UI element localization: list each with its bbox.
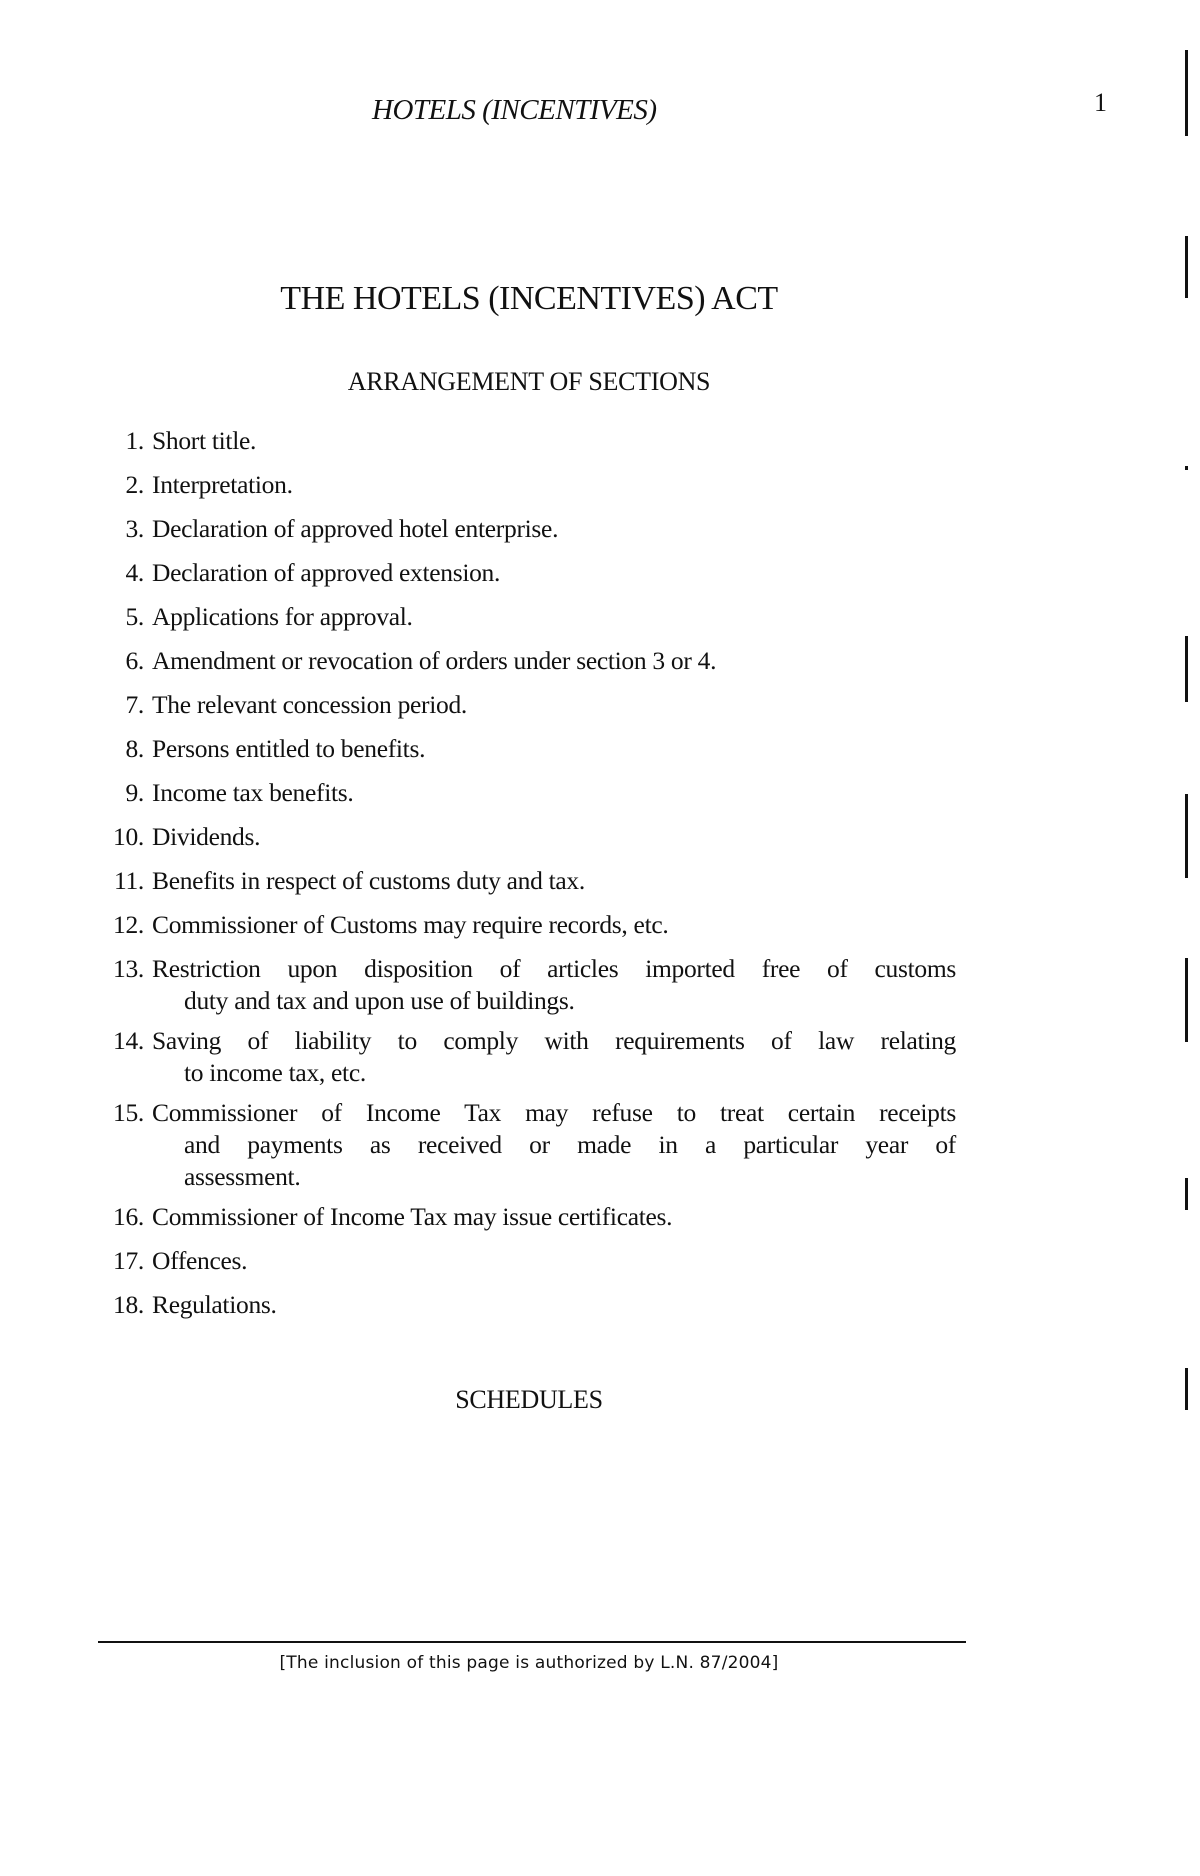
section-entry bbox=[96, 909, 956, 941]
section-number: 8. bbox=[125, 734, 144, 763]
section-title bbox=[152, 953, 956, 1017]
sections-list bbox=[96, 425, 956, 1333]
section-title bbox=[152, 1097, 956, 1193]
section-title bbox=[152, 865, 956, 897]
section-entry bbox=[96, 689, 956, 721]
section-entry bbox=[96, 777, 956, 809]
section-title-line: Short title. bbox=[152, 426, 257, 455]
section-number: 7. bbox=[125, 690, 144, 719]
margin-change-bar bbox=[1185, 50, 1188, 136]
section-entry bbox=[96, 425, 956, 457]
section-title-line: Commissioner of Income Tax may refuse to treat certain receipts bbox=[152, 1098, 956, 1127]
section-title-line: Declaration of approved hotel enterprise. bbox=[152, 514, 559, 543]
section-entry bbox=[96, 821, 956, 853]
section-title-line: Commissioner of Income Tax may issue certificates. bbox=[152, 1202, 673, 1231]
section-entry bbox=[96, 1289, 956, 1321]
section-number: 1. bbox=[125, 426, 144, 455]
section-number: 12. bbox=[113, 910, 144, 939]
section-entry bbox=[96, 469, 956, 501]
section-number: 3. bbox=[125, 514, 144, 543]
section-title bbox=[152, 1245, 956, 1277]
section-number: 11. bbox=[113, 866, 144, 895]
section-title bbox=[152, 733, 956, 765]
section-number: 18. bbox=[113, 1290, 144, 1319]
section-number: 14. bbox=[113, 1026, 144, 1055]
section-title-line: Offences. bbox=[152, 1246, 248, 1275]
margin-change-bar bbox=[1185, 794, 1188, 878]
section-entry bbox=[96, 865, 956, 897]
section-title bbox=[152, 601, 956, 633]
section-title bbox=[152, 645, 956, 677]
section-number: 2. bbox=[125, 470, 144, 499]
section-title-line: Interpretation. bbox=[152, 470, 293, 499]
section-number: 15. bbox=[113, 1098, 144, 1127]
section-title bbox=[152, 557, 956, 589]
section-title-line: to income tax, etc. bbox=[184, 1058, 366, 1087]
section-title bbox=[152, 1201, 956, 1233]
section-entry bbox=[96, 513, 956, 545]
section-entry bbox=[96, 1025, 956, 1089]
section-title-line: Saving of liability to comply with requirements of law relating bbox=[152, 1026, 956, 1055]
section-entry bbox=[96, 1097, 956, 1193]
margin-mark bbox=[1185, 466, 1188, 470]
schedules-heading: SCHEDULES bbox=[455, 1385, 603, 1414]
act-title: THE HOTELS (INCENTIVES) ACT bbox=[280, 280, 778, 317]
section-title-line: Benefits in respect of customs duty and tax. bbox=[152, 866, 585, 895]
section-entry bbox=[96, 645, 956, 677]
section-title bbox=[152, 821, 956, 853]
margin-change-bar bbox=[1185, 636, 1188, 702]
section-title bbox=[152, 777, 956, 809]
section-title-line: duty and tax and upon use of buildings. bbox=[184, 986, 575, 1015]
section-number: 5. bbox=[125, 602, 144, 631]
section-title bbox=[152, 1025, 956, 1089]
section-title bbox=[152, 425, 956, 457]
section-number: 9. bbox=[125, 778, 144, 807]
section-title bbox=[152, 1289, 956, 1321]
section-number: 6. bbox=[125, 646, 144, 675]
section-title-line: and payments as received or made in a particular year of bbox=[184, 1130, 956, 1159]
section-title bbox=[152, 909, 956, 941]
section-title-line: Regulations. bbox=[152, 1290, 277, 1319]
margin-change-bar bbox=[1185, 1368, 1188, 1410]
section-entry bbox=[96, 1201, 956, 1233]
page-number: 1 bbox=[1094, 88, 1107, 117]
running-title: HOTELS (INCENTIVES) bbox=[372, 94, 657, 126]
section-entry bbox=[96, 733, 956, 765]
section-number: 4. bbox=[125, 558, 144, 587]
section-title-line: Income tax benefits. bbox=[152, 778, 354, 807]
section-entry bbox=[96, 1245, 956, 1277]
section-number: 10. bbox=[113, 822, 144, 851]
footer-authorization-note: [The inclusion of this page is authorized by L.N. 87/2004] bbox=[279, 1653, 779, 1673]
arrangement-heading: ARRANGEMENT OF SECTIONS bbox=[347, 367, 711, 396]
section-title bbox=[152, 469, 956, 501]
footer-rule bbox=[98, 1641, 966, 1643]
section-entry bbox=[96, 953, 956, 1017]
section-title bbox=[152, 513, 956, 545]
section-title-line: The relevant concession period. bbox=[152, 690, 467, 719]
section-title-line: Declaration of approved extension. bbox=[152, 558, 501, 587]
section-number: 13. bbox=[113, 954, 144, 983]
margin-change-bar bbox=[1185, 1178, 1188, 1210]
section-title bbox=[152, 689, 956, 721]
section-title-line: Dividends. bbox=[152, 822, 261, 851]
margin-change-bar bbox=[1185, 236, 1188, 298]
margin-change-bar bbox=[1185, 958, 1188, 1042]
section-title-line: Restriction upon disposition of articles imported free of customs bbox=[152, 954, 956, 983]
section-title-line: assessment. bbox=[184, 1162, 301, 1191]
section-title-line: Commissioner of Customs may require records, etc. bbox=[152, 910, 669, 939]
section-number: 16. bbox=[113, 1202, 144, 1231]
section-entry bbox=[96, 601, 956, 633]
section-number: 17. bbox=[113, 1246, 144, 1275]
section-title-line: Persons entitled to benefits. bbox=[152, 734, 426, 763]
section-title-line: Applications for approval. bbox=[152, 602, 413, 631]
section-title-line: Amendment or revocation of orders under section 3 or 4. bbox=[152, 646, 717, 675]
section-entry bbox=[96, 557, 956, 589]
